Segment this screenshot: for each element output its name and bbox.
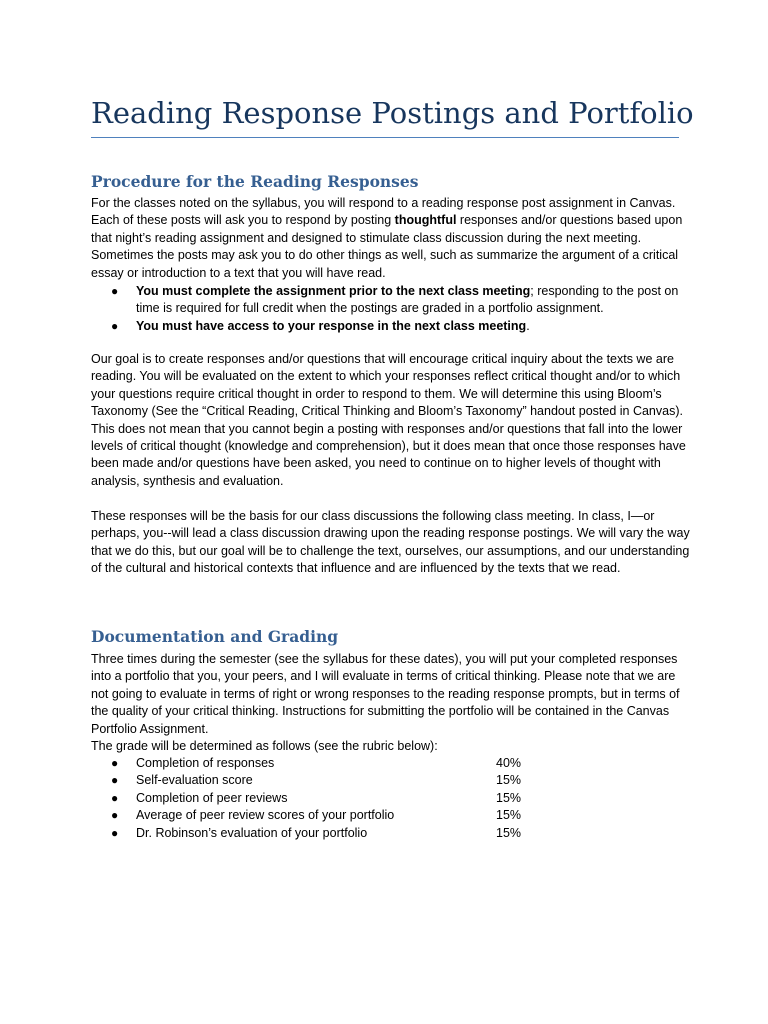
grade-item-label: Self-evaluation score [136,773,253,788]
bullet-icon: ● [111,284,119,298]
grade-item-label: Dr. Robinson’s evaluation of your portfolio [136,825,368,840]
documentation-paragraph: Three times during the semester (see the syllabus for these dates), you will put your completed responses into a portfolio that you, your peers, and I will evaluate in terms of critical thinking. Please note that we are not going to evaluate in terms of right or wrong responses to the reading response prompts, but in terms of the quality of your critical thinking. Instructions for submitting the portfolio will be contained in the Canvas Portfolio Assignment. [91,652,680,736]
list-item [91,790,691,807]
procedure-paragraph [91,195,691,282]
list-item [91,807,691,824]
list-item [91,825,691,842]
list-item [91,283,691,318]
grade-intro: The grade will be determined as follows (see the rubric below): [91,739,438,753]
bullet-icon: ● [111,756,119,770]
goal-paragraph: Our goal is to create responses and/or questions that will encourage critical inquiry about the texts we are reading. You will be evaluated on the extent to which your responses reflect critical thought and/or to which your questions require critical thought in order to respond to them. We will determine this using Bloom’s Taxonomy (See the “Critical Reading, Critical Thinking and Bloom’s Taxonomy” handout posted in Canvas). This does not mean that you cannot begin a posting with responses and/or questions that fall into the lower levels of critical thought (knowledge and comprehension), but it does mean that once those responses have been made and/or questions have been asked, you need to continue on to higher levels of thought with analysis, synthesis and evaluation. [91,352,686,488]
grade-item-percent: 15% [496,773,522,788]
grade-item-label: Average of peer review scores of your portfolio [136,808,395,823]
section-heading-procedure: Procedure for the Reading Responses [91,172,419,191]
procedure-text-a: For the classes noted on the syllabus, you will respond to a reading response post assignment in Canvas. Each of these posts will ask you to respond by posting [91,196,676,228]
bullet-icon: ● [111,790,119,805]
list-item [91,318,691,335]
grade-item-percent: 15% [496,790,522,805]
document-title: Reading Response Postings and Portfolio [91,91,679,138]
grade-item-label: Completion of peer reviews [136,790,288,805]
bullet-icon: ● [111,825,119,840]
list-item [91,772,691,789]
grade-breakdown-list [91,755,691,842]
grade-item-percent: 15% [496,825,522,840]
bullet-icon: ● [111,318,119,333]
section-heading-documentation: Documentation and Grading [91,627,339,646]
procedure-text-b: responses and/or questions based upon that night’s reading assignment and designed to stimulate class discussion during the next meeting. Sometimes the posts may ask you to do other things as well, such as summarize the argument of a critical essay or introduction to a text that you will have read. [91,213,683,280]
bullet-icon: ● [111,773,119,788]
requirement-bold: You must have access to your response in the next class meeting [136,318,527,333]
grade-item-percent: 40% [496,756,522,770]
requirement-rest: . [526,318,530,333]
requirement-bold: You must complete the assignment prior to the next class meeting [136,284,531,298]
list-item [91,755,691,772]
basis-paragraph: These responses will be the basis for our class discussions the following class meeting. In class, I—or perhaps, you--will lead a class discussion drawing upon the reading response postings. We will vary the way that we do this, but our goal will be to challenge the text, ourselves, our assumptions, and our understanding of the cultural and historical contexts that influence and are influenced by the texts that we read. [91,509,690,576]
grade-item-percent: 15% [496,808,522,823]
requirements-list [91,283,691,335]
bullet-icon: ● [111,808,119,823]
requirement-rest: ; responding to the post on time is required for full credit when the postings are graded in a portfolio assignment. [136,284,679,316]
procedure-text-bold: thoughtful [394,213,457,228]
grade-item-label: Completion of responses [136,756,275,770]
